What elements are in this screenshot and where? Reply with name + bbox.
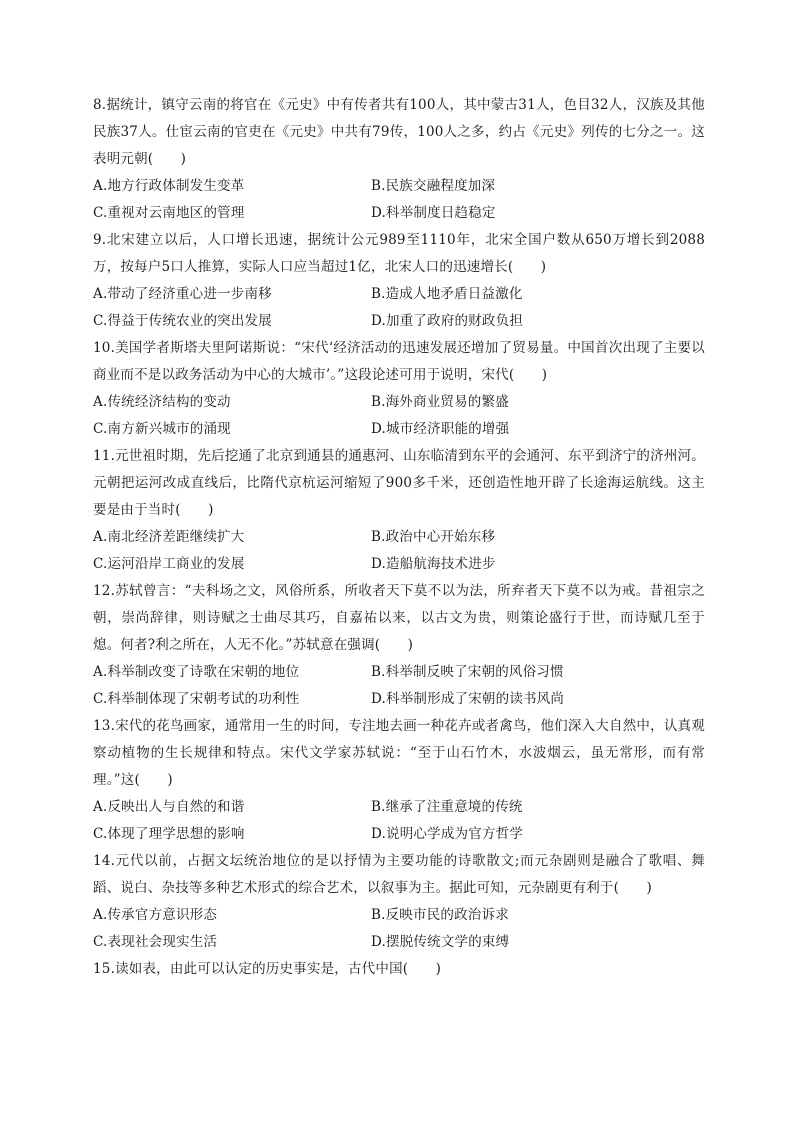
question-stem: 15.读如表，由此可以认定的历史事实是，古代中国( )	[93, 961, 442, 977]
option-b[interactable]: B.民族交融程度加深	[371, 178, 496, 194]
question-stem: 10.美国学者斯塔夫里阿诺斯说：“宋代‘经济活动的迅速发展还增加了贸易量。中国首次出现了主要以商业而不是以政务活动为中心的大城市’。”这段论述可用于说明，宋代( )	[93, 340, 705, 383]
option-b[interactable]: B.造成人地矛盾日益激化	[371, 286, 523, 302]
option-c[interactable]: C.得益于传统农业的突出发展	[93, 313, 272, 329]
option-b[interactable]: B.反映市民的政治诉求	[371, 907, 509, 923]
option-list	[93, 524, 705, 578]
option-d[interactable]: D.说明心学成为官方哲学	[371, 826, 524, 842]
question-13	[93, 713, 705, 848]
question-stem: 11.元世祖时期，先后挖通了北京到通县的通惠河、山东临清到东平的会通河、东平到济宁的济州河。元朝把运河改成直线后，比隋代京杭运河缩短了900多千米，还创造性地开辟了长途海运航线。这主要是由于当时( )	[93, 448, 705, 518]
question-8	[93, 92, 705, 227]
question-12	[93, 578, 705, 713]
question-stem: 14.元代以前，占据文坛统治地位的是以抒情为主要功能的诗歌散文;而元杂剧则是融合了歌唱、舞蹈、说白、杂技等多种艺术形式的综合艺术，以叙事为主。据此可知，元杂剧更有利于( )	[93, 853, 705, 896]
question-stem: 12.苏轼曾言：“夫科场之文，风俗所系，所收者天下莫不以为法，所弃者天下莫不以为戒。昔祖宗之朝，崇尚辞律，则诗赋之士曲尽其巧，自嘉祐以来，以古文为贵，则策论盛行于世，而诗赋几至于熄。何者?利之所在，人无不化。”苏轼意在强调( )	[93, 583, 705, 653]
option-c[interactable]: C.重视对云南地区的管理	[93, 205, 245, 221]
option-list	[93, 902, 705, 956]
question-stem: 13.宋代的花鸟画家，通常用一生的时间，专注地去画一种花卉或者禽鸟，他们深入大自然中，认真观察动植物的生长规律和特点。宋代文学家苏轼说：“至于山石竹木，水波烟云，虽无常形，而有常理。”这( )	[93, 718, 705, 788]
question-stem: 9.北宋建立以后，人口增长迅速，据统计公元989至1110年，北宋全国户数从650万增长到2088万，按每户5口人推算，实际人口应当超过1亿，北宋人口的迅速增长( )	[93, 232, 705, 275]
option-c[interactable]: C.表现社会现实生活	[93, 934, 218, 950]
question-9	[93, 227, 705, 335]
option-list	[93, 281, 705, 335]
option-a[interactable]: A.南北经济差距继续扩大	[93, 529, 245, 545]
option-d[interactable]: D.科举制度日趋稳定	[371, 205, 496, 221]
option-b[interactable]: B.海外商业贸易的繁盛	[371, 394, 509, 410]
option-b[interactable]: B.继承了注重意境的传统	[371, 799, 523, 815]
question-10	[93, 335, 705, 443]
option-b[interactable]: B.政治中心开始东移	[371, 529, 496, 545]
option-c[interactable]: C.体现了理学思想的影响	[93, 826, 245, 842]
option-a[interactable]: A.传统经济结构的变动	[93, 394, 231, 410]
option-list	[93, 659, 705, 713]
option-d[interactable]: D.科举制形成了宋朝的读书风尚	[371, 691, 565, 707]
option-list	[93, 794, 705, 848]
option-d[interactable]: D.加重了政府的财政负担	[371, 313, 524, 329]
option-c[interactable]: C.科举制体现了宋朝考试的功利性	[93, 691, 300, 707]
option-a[interactable]: A.反映出人与自然的和谐	[93, 799, 245, 815]
option-c[interactable]: C.南方新兴城市的涌现	[93, 421, 231, 437]
option-a[interactable]: A.传承官方意识形态	[93, 907, 218, 923]
question-11	[93, 443, 705, 578]
exam-page	[93, 92, 705, 983]
option-c[interactable]: C.运河沿岸工商业的发展	[93, 556, 245, 572]
question-14	[93, 848, 705, 956]
question-stem: 8.据统计，镇守云南的将官在《元史》中有传者共有100人，其中蒙古31人，色目32人，汉族及其他民族37人。仕宦云南的官吏在《元史》中共有79传，100人之多，约占《元史》列传的七分之一。这表明元朝( )	[93, 97, 705, 167]
option-d[interactable]: D.造船航海技术进步	[371, 556, 496, 572]
option-b[interactable]: B.科举制反映了宋朝的风俗习惯	[371, 664, 564, 680]
option-a[interactable]: A.地方行政体制发生变革	[93, 178, 245, 194]
option-d[interactable]: D.城市经济职能的增强	[371, 421, 510, 437]
question-15	[93, 956, 705, 983]
option-list	[93, 173, 705, 227]
option-a[interactable]: A.科举制改变了诗歌在宋朝的地位	[93, 664, 300, 680]
option-d[interactable]: D.摆脱传统文学的束缚	[371, 934, 510, 950]
option-a[interactable]: A.带动了经济重心进一步南移	[93, 286, 272, 302]
option-list	[93, 389, 705, 443]
